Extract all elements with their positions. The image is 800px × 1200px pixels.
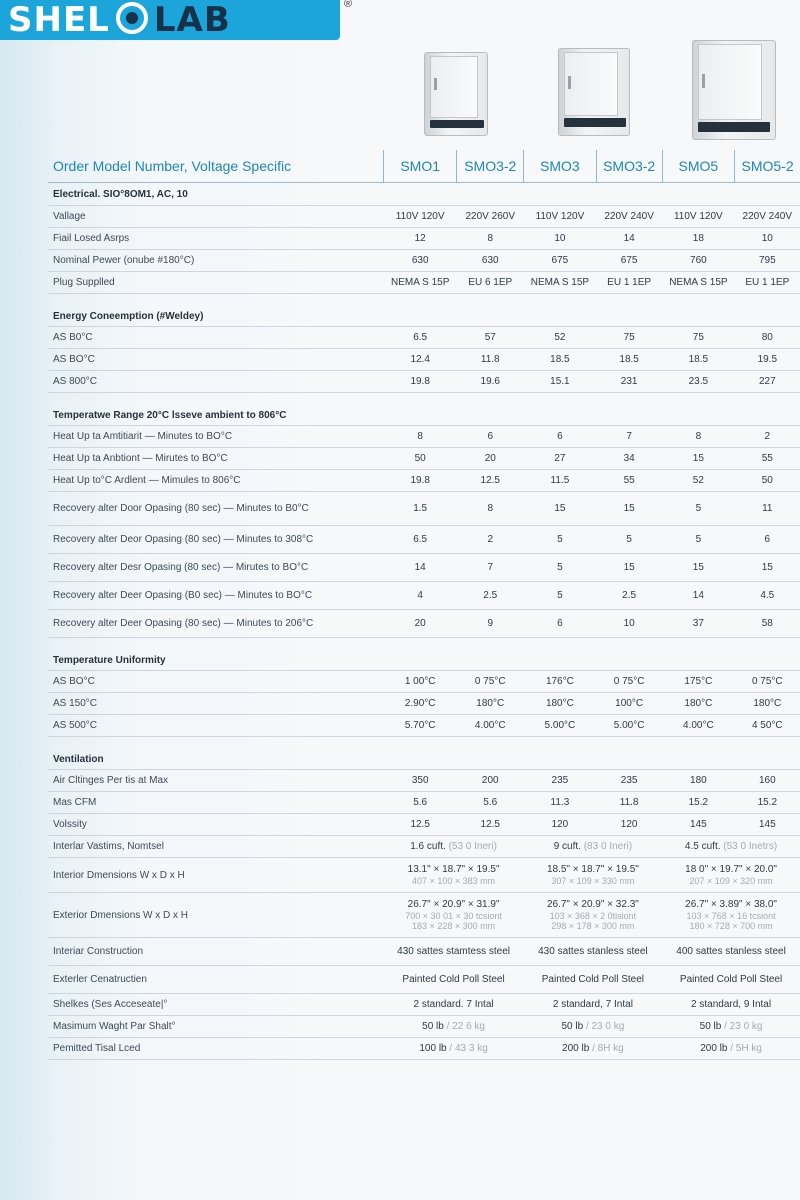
value-primary: 50 lb [561,1021,584,1032]
cell-value: 19.5 [735,349,800,371]
cell-value: 180°C [735,693,800,715]
spec-row [48,492,800,526]
cell-value: 4 [384,582,457,610]
spec-row [48,250,800,272]
paired-cell [384,858,524,893]
paired-cell: 2 standard, 7 Intal [524,994,662,1016]
cell-value: 4.00°C [457,715,524,737]
cell-value: NEMA S 15P [662,272,734,294]
cell-value: 675 [524,250,596,272]
logo-text-right: LAB [153,0,231,40]
cell-value: 12.5 [457,814,524,836]
cell-value: 5.70°C [384,715,457,737]
cell-value: NEMA S 15P [524,272,596,294]
cell-value: 7 [457,554,524,582]
spec-row-interior-dims [48,858,800,893]
cell-value: 5.6 [384,792,457,814]
cell-value: 57 [457,327,524,349]
cell-value: 220V 240V [596,206,662,228]
spec-row [48,448,800,470]
cell-value: 0 75°C [457,671,524,693]
value-primary: 26.7" × 20.9" × 31.9" [407,899,500,910]
cell-value: 5 [524,554,596,582]
cell-value: 5.00°C [524,715,596,737]
cell-value: 9 [457,610,524,638]
cell-value: 1 00°C [384,671,457,693]
paired-cell [384,893,524,938]
cell-value: 19.8 [384,470,457,492]
value-primary: 50 lb [699,1021,722,1032]
paired-cell: 430 sattes stanless steel [524,938,662,966]
paired-cell: Painted Cold Poll Steel [524,966,662,994]
cell-value: 180°C [662,693,734,715]
cell-value: 15 [596,554,662,582]
cell-value: 10 [596,610,662,638]
value-tertiary: 183 × 228 × 300 mm [412,921,496,931]
paired-cell: Painted Cold Poll Steel [384,966,524,994]
row-label: Nominal Pewer (onube #180°C) [48,250,384,272]
cell-value: 235 [596,770,662,792]
cell-value: 200 [457,770,524,792]
cell-value: 4 50°C [735,715,800,737]
cell-value: 5 [596,526,662,554]
value-primary: 9 cuft. [553,841,581,852]
value-primary: 50 lb [422,1021,444,1032]
spec-row [48,349,800,371]
cell-value: 675 [596,250,662,272]
value-secondary: 207 × 109 × 320 mm [689,876,773,886]
value-secondary: / 22 6 kg [446,1021,485,1032]
value-primary: 18 0" × 19.7" × 20.0" [685,864,777,875]
paired-cell: 2 standard. 7 Intal [384,994,524,1016]
oven-image-large [692,40,776,140]
cell-value: EU 6 1EP [457,272,524,294]
row-label: Volssity [48,814,384,836]
row-label: Masimum Waght Par Shalt° [48,1016,384,1038]
value-primary: 13.1" × 18.7" × 19.5" [407,864,500,875]
cell-value: 75 [662,327,734,349]
section-title: Ventilation [48,737,800,770]
spec-row-exterior-construction [48,966,800,994]
cell-value: 10 [524,228,596,250]
value-secondary: (83 0 Ineri) [583,841,633,852]
cell-value: 220V 260V [457,206,524,228]
cell-value: 55 [735,448,800,470]
cell-value: 20 [457,448,524,470]
spec-row-interior-construction [48,938,800,966]
row-label: Recovery alter Deer Opasing (B0 sec) — Minutes to BO°C [48,582,384,610]
cell-value: 4.5 [735,582,800,610]
cell-value: 5 [662,526,734,554]
oven-image-medium [558,48,630,136]
cell-value: 0 75°C [735,671,800,693]
row-label: Exterler Cenatructien [48,966,384,994]
cell-value: 15 [735,554,800,582]
model-col: SMO5-2 [735,150,800,183]
value-primary: 26.7" × 20.9" × 32.3" [546,899,639,910]
cell-value: 58 [735,610,800,638]
model-col: SMO3-2 [457,150,524,183]
cell-value: 14 [662,582,734,610]
paired-cell [524,893,662,938]
paired-cell [662,858,800,893]
row-label: Heat Up ta Anbtiont — Mirutes to BO°C [48,448,384,470]
spec-row [48,228,800,250]
order-model-title: Order Model Number, Voltage Specific [48,150,384,183]
spec-row [48,715,800,737]
cell-value: 75 [596,327,662,349]
cell-value: 15 [596,492,662,526]
spec-row [48,554,800,582]
row-label: Plug Supplled [48,272,384,294]
spec-row [48,693,800,715]
cell-value: 2 [735,426,800,448]
cell-value: 4.00°C [662,715,734,737]
paired-cell [384,1038,524,1060]
cell-value: EU 1 1EP [596,272,662,294]
cell-value: 11 [735,492,800,526]
value-secondary: / 5H kg [730,1043,762,1054]
row-label: AS B0°C [48,327,384,349]
value-tertiary: 180 × 728 × 700 mm [689,921,773,931]
row-label: Exterior Dmensions W x D x H [48,893,384,938]
paired-cell [524,1016,662,1038]
cell-value: 110V 120V [524,206,596,228]
paired-cell [524,858,662,893]
row-label: Interiar Construction [48,938,384,966]
cell-value: 12 [384,228,457,250]
cell-value: 145 [662,814,734,836]
value-secondary: 407 × 100 × 383 mm [412,876,496,886]
section-title: Temperature Uniformity [48,638,800,671]
row-label: Air Cltinges Per tis at Max [48,770,384,792]
row-label: Interior Dmensions W x D x H [48,858,384,893]
cell-value: 6.5 [384,526,457,554]
paired-cell [662,836,800,858]
cell-value: 100°C [596,693,662,715]
cell-value: 630 [457,250,524,272]
cell-value: 18.5 [596,349,662,371]
spec-row [48,792,800,814]
cell-value: 14 [596,228,662,250]
cell-value: 176°C [524,671,596,693]
spec-row-total-load [48,1038,800,1060]
cell-value: 12.5 [384,814,457,836]
cell-value: 235 [524,770,596,792]
row-label: Pemitted Tisal Lced [48,1038,384,1060]
value-primary: 4.5 cuft. [684,841,721,852]
spec-row [48,426,800,448]
row-label: Heat Up to°C Ardlent — Mimules to 806°C [48,470,384,492]
cell-value: 110V 120V [384,206,457,228]
value-primary: 200 lb [562,1043,590,1054]
section-header-row [48,393,800,426]
row-label: Recovery alter Desr Opasing (80 sec) — Mirutes to BO°C [48,554,384,582]
cell-value: 18 [662,228,734,250]
cell-value: 52 [662,470,734,492]
cell-value: 5.6 [457,792,524,814]
value-secondary: 700 × 30 01 × 30 tcsiont [405,911,502,921]
value-secondary: 103 × 768 × 16 tcsiont [686,911,776,921]
value-secondary: / 23 0 kg [585,1021,625,1032]
row-label: AS 150°C [48,693,384,715]
row-label: AS BO°C [48,349,384,371]
cell-value: NEMA S 15P [384,272,457,294]
cell-value: 220V 240V [735,206,800,228]
spec-body [48,183,800,1060]
value-primary: 200 lb [700,1043,728,1054]
cell-value: 52 [524,327,596,349]
spec-row [48,671,800,693]
paired-cell [662,1016,800,1038]
row-label: Vallage [48,206,384,228]
cell-value: 8 [457,228,524,250]
cell-value: 110V 120V [662,206,734,228]
spec-row [48,770,800,792]
cell-value: 2.5 [457,582,524,610]
row-label: AS 800°C [48,371,384,393]
cell-value: 10 [735,228,800,250]
value-primary: 100 lb [419,1043,447,1054]
row-label: Interlar Vastims, Nomtsel [48,836,384,858]
cell-value: 8 [457,492,524,526]
cell-value: 7 [596,426,662,448]
spec-row [48,327,800,349]
cell-value: 6.5 [384,327,457,349]
cell-value: 175°C [662,671,734,693]
cell-value: 145 [735,814,800,836]
value-secondary: 307 × 109 × 330 mm [551,876,635,886]
paired-cell [384,836,524,858]
cell-value: 227 [735,371,800,393]
cell-value: 2.5 [596,582,662,610]
model-col: SMO1 [384,150,457,183]
spec-row [48,582,800,610]
row-label: Shelkes (Ses Acceseate|° [48,994,384,1016]
cell-value: 795 [735,250,800,272]
logo-circle-icon [116,2,148,34]
cell-value: 2.90°C [384,693,457,715]
cell-value: 350 [384,770,457,792]
cell-value: 11.8 [596,792,662,814]
paired-cell: 2 standard, 9 Intal [662,994,800,1016]
cell-value: 18.5 [662,349,734,371]
cell-value: 55 [596,470,662,492]
paired-cell [384,1016,524,1038]
spec-row-exterior-dims [48,893,800,938]
paired-cell [524,1038,662,1060]
cell-value: 27 [524,448,596,470]
cell-value: 8 [384,426,457,448]
cell-value: 11.5 [524,470,596,492]
spec-row-interior-volume [48,836,800,858]
cell-value: 19.8 [384,371,457,393]
cell-value: 14 [384,554,457,582]
brand-logo [0,0,340,40]
spec-row [48,206,800,228]
spec-row [48,371,800,393]
paired-cell [662,1038,800,1060]
cell-value: 20 [384,610,457,638]
section-header-row [48,183,800,206]
cell-value: 11.3 [524,792,596,814]
row-label: AS BO°C [48,671,384,693]
cell-value: 180 [662,770,734,792]
value-secondary: / 43 3 kg [449,1043,488,1054]
logo-wordmark [8,2,231,38]
cell-value: 630 [384,250,457,272]
cell-value: 15.2 [662,792,734,814]
registered-mark: ® [344,0,353,10]
row-label: Fiail Losed Asrps [48,228,384,250]
value-primary: 26.7" × 3.89" × 38.0" [685,899,777,910]
section-header-row [48,294,800,327]
paired-cell: 430 sattes stamtess steel [384,938,524,966]
cell-value: 37 [662,610,734,638]
cell-value: 180°C [457,693,524,715]
cell-value: 6 [457,426,524,448]
value-secondary: (53 0 Ineri) [448,841,497,852]
row-label: Mas CFM [48,792,384,814]
cell-value: 231 [596,371,662,393]
value-secondary: 103 × 368 × 2 0tisiont [549,911,637,921]
model-header-row [48,150,800,183]
model-col: SMO5 [662,150,734,183]
section-header-row [48,638,800,671]
cell-value: 6 [524,610,596,638]
cell-value: 50 [735,470,800,492]
cell-value: 0 75°C [596,671,662,693]
cell-value: 180°C [524,693,596,715]
paired-cell: 400 sattes stanless steel [662,938,800,966]
value-secondary: (53 0 Inetrs) [723,841,778,852]
row-label: Recovery alter Deor Opasing (80 sec) — Minutes to 308°C [48,526,384,554]
cell-value: 6 [524,426,596,448]
spec-row [48,814,800,836]
logo-text-left: SHEL [8,0,110,40]
value-primary: 18.5" × 18.7" × 19.5" [546,864,639,875]
cell-value: 15 [662,554,734,582]
cell-value: 80 [735,327,800,349]
row-label: AS 500°C [48,715,384,737]
cell-value: 120 [524,814,596,836]
value-secondary: / 23 0 kg [724,1021,763,1032]
row-label: Recovery alter Door Opasing (80 sec) — Minutes to B0°C [48,492,384,526]
cell-value: 5 [524,582,596,610]
section-title: Electrical. SIO°8OM1, AC, 10 [48,183,800,206]
cell-value: 6 [735,526,800,554]
section-header-row [48,737,800,770]
cell-value: 2 [457,526,524,554]
paired-cell [662,893,800,938]
spec-row [48,470,800,492]
cell-value: 15.1 [524,371,596,393]
cell-value: 8 [662,426,734,448]
spec-row-max-weight [48,1016,800,1038]
cell-value: 15 [524,492,596,526]
cell-value: 120 [596,814,662,836]
cell-value: 50 [384,448,457,470]
model-col: SMO3 [524,150,596,183]
spec-row-shelves [48,994,800,1016]
cell-value: 12.5 [457,470,524,492]
paired-cell [524,836,662,858]
value-primary: 1.6 cuft. [410,841,446,852]
spec-row [48,272,800,294]
cell-value: 15.2 [735,792,800,814]
cell-value: 12.4 [384,349,457,371]
section-title: Temperatwe Range 20°C lsseve ambient to 806°C [48,393,800,426]
cell-value: 18.5 [524,349,596,371]
cell-value: 15 [662,448,734,470]
cell-value: EU 1 1EP [735,272,800,294]
cell-value: 160 [735,770,800,792]
oven-image-small [424,52,488,136]
cell-value: 23.5 [662,371,734,393]
cell-value: 5 [662,492,734,526]
cell-value: 34 [596,448,662,470]
value-secondary: / 8H kg [592,1043,624,1054]
value-tertiary: 298 × 178 × 300 mm [551,921,635,931]
paired-cell: Painted Cold Poll Steel [662,966,800,994]
row-label: Recovery alter Deer Opasing (80 sec) — Minutes to 206°C [48,610,384,638]
section-title: Energy Coneemption (#Weldey) [48,294,800,327]
cell-value: 11.8 [457,349,524,371]
cell-value: 1.5 [384,492,457,526]
cell-value: 5 [524,526,596,554]
model-col: SMO3-2 [596,150,662,183]
spec-row [48,526,800,554]
spec-row [48,610,800,638]
cell-value: 19.6 [457,371,524,393]
row-label: Heat Up ta Amtitiarit — Minutes to BO°C [48,426,384,448]
cell-value: 760 [662,250,734,272]
spec-table [48,150,800,1060]
cell-value: 5.00°C [596,715,662,737]
